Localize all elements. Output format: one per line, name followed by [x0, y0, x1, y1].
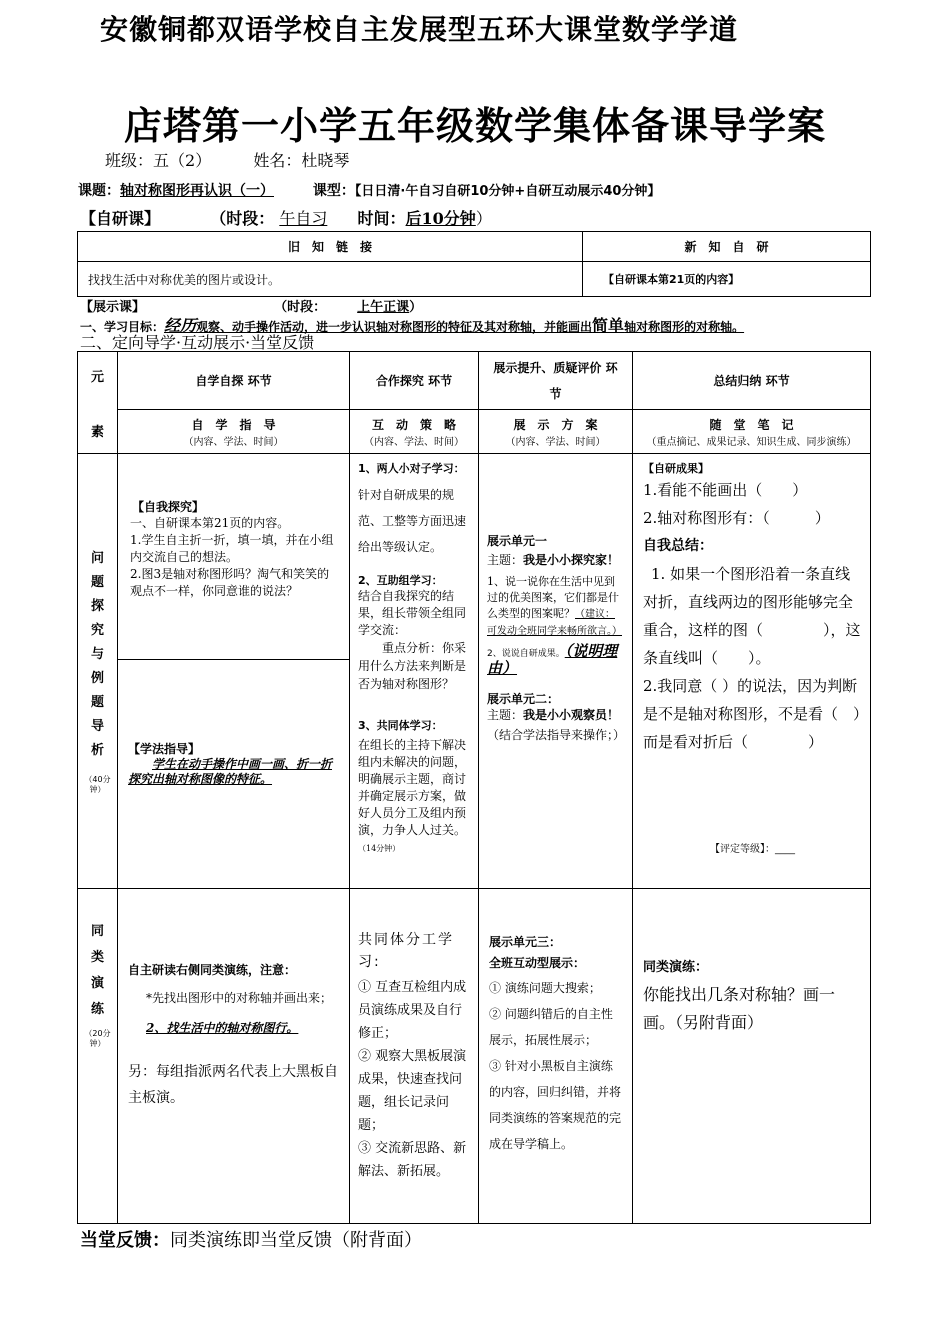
self-explore-line-2: 1.学生自主折一折，填一填，并在小组内交流自己的想法。 [130, 533, 334, 564]
row2-time: （20分钟） [84, 1029, 111, 1048]
notes-summary-title: 自我总结： [643, 538, 713, 554]
show3-i1: ① 演练问题大搜索； [489, 981, 601, 995]
coop-t1: 1、两人小对子学习： [358, 462, 465, 475]
show-u1-b2-em: （说明理由） [487, 642, 618, 677]
notes-note: （重点摘记、成果记录、知识生成、同步演练） [646, 436, 857, 448]
element-header [78, 352, 118, 454]
show-close-paren: ） [409, 300, 423, 315]
topic-line [78, 180, 660, 200]
show-u1-b1-note: （建议：可发动全班同学来畅所欲言。） [487, 609, 622, 637]
new-knowledge-header: 新 知 自 研 [583, 232, 871, 262]
row2-char-2: 类 [90, 950, 104, 965]
row2-char-4: 练 [90, 1002, 104, 1017]
summary-col-header: 总结归纳 环节 [633, 352, 871, 410]
show-u1-b2 [487, 644, 624, 678]
practice-p3: 2、找生活中的轴对称图行。 [146, 1021, 299, 1035]
type-value: 【日日清·午自习自研10分钟+自研互动展示40分钟】 [354, 184, 661, 199]
show-col-header: 展示提升、质疑评价 环节 [479, 352, 633, 410]
show-cell [479, 454, 633, 889]
grade-value: ____ [775, 844, 795, 855]
notes-cell [633, 454, 871, 889]
topic-label: 课题： [78, 183, 120, 199]
self-guide-title: 自 学 指 导 [191, 417, 276, 432]
class-value: 五（2） [153, 151, 212, 170]
show3-i3: ③ 针对小黑板自主演练的内容，回归纠错，并将同类演练的答案规范的完成在导学稿上。 [489, 1059, 622, 1151]
show-plan-subheader [479, 410, 633, 454]
notes-title: 随 堂 笔 记 [709, 417, 794, 432]
row1-char-1: 问 [90, 551, 104, 566]
notes-title-text: 【自研成果】 [643, 462, 709, 475]
coop-b2: 结合自我探究的结果，组长带领全组同学交流： [358, 589, 467, 637]
row1-char-4: 究 [90, 623, 104, 638]
old-knowledge-body: 找找生活中对称优美的图片或设计。 [78, 262, 583, 297]
show-u2-topic-value: 我是小小观察员！ [523, 708, 620, 722]
grade-line [643, 840, 862, 855]
element-header-char-2: 素 [90, 424, 104, 440]
header-banner: 安徽铜都双语学校自主发展型五环大课堂数学学道 [100, 13, 739, 46]
show-plan-title: 展 示 方 案 [513, 417, 598, 432]
coop2-i3: ③ 交流新思路、新解法、新拓展。 [358, 1141, 467, 1179]
class-label: 班级： [105, 151, 154, 170]
practice-notes-cell [633, 889, 871, 1224]
show3-cell [479, 889, 633, 1224]
show3-title: 展示单元三： [489, 935, 562, 949]
practice-p1: 自主研读右侧同类演练，注意： [128, 963, 297, 977]
show-u1-topic-value: 我是小小探究家！ [523, 553, 620, 567]
row1-char-8: 导 [90, 719, 104, 734]
coop-b3-text: 在组长的主持下解决组内未解决的问题，明确展示主题，商讨并确定展示方案，做好人员分工及组内预演，力争人人过关。 [358, 738, 467, 837]
self-study-line [80, 206, 492, 229]
show3-sub: 全班互动型展示： [489, 956, 586, 970]
old-knowledge-header: 旧 知 链 接 [78, 232, 583, 262]
show-u2-topic [487, 707, 624, 723]
show-u1-topic [487, 552, 624, 568]
interact-note: （内容、学法、时间） [364, 436, 464, 448]
self-explore-cell [118, 454, 350, 660]
show-u1-topic-label: 主题： [487, 553, 524, 567]
self-guide-subheader [118, 410, 350, 454]
coop-t3: 3、共同体学习： [358, 719, 443, 732]
show3-i2: ② 问题纠错后的自主性展示，拓展性展示； [489, 1007, 613, 1047]
practice-notes-title: 同类演练： [643, 960, 709, 975]
self-study-col-header: 自学自探 环节 [118, 352, 350, 410]
self-explore-title: 【自我探究】 [132, 500, 205, 514]
interact-subheader [350, 410, 479, 454]
time-label: 时间： [357, 209, 406, 228]
self-guide-note: （内容、学法、时间） [183, 436, 284, 448]
method-title: 【学法指导】 [128, 742, 201, 756]
show-u2-b1: （结合学法指导来操作；） [487, 728, 626, 742]
time-value: 后10分钟 [405, 209, 476, 228]
name-label: 姓名： [253, 151, 302, 170]
coop2-i2: ② 观察大黑板展演成果，快速查找问题，组长记录问题； [358, 1049, 467, 1133]
show-plan-note: （内容、学法、时间） [505, 436, 606, 448]
knowledge-table [77, 231, 871, 297]
topic-value: 轴对称图形再认识（一） [120, 183, 274, 199]
show-u1-b1 [487, 574, 624, 640]
self-study-label: 【自研课】 [80, 209, 161, 228]
practice-notes-body: 你能找出几条对称轴？画一画。（另附背面） [643, 985, 836, 1032]
notes-q1: 1.看能不能画出（ ） [643, 481, 808, 499]
row1-char-9: 析 [90, 743, 104, 758]
class-name-line [105, 148, 349, 171]
new-knowledge-body: 【自研课本第21页的内容】 [583, 262, 871, 297]
row2-char-3: 演 [90, 976, 104, 991]
coop2-i1: ① 互查互检组内成员演练成果及自行修正； [358, 980, 467, 1041]
goals-prefix: 一、学习目标： [80, 320, 165, 334]
row1-label [78, 454, 118, 889]
show-lesson-label: 【展示课】 [80, 300, 146, 315]
show-period-value: 上午正课 [357, 300, 410, 315]
close-paren: ） [475, 209, 492, 228]
notes-s1: 1. 如果一个图形沿着一条直线对折，直线两边的图形能够完全重合，这样的图（ ），这条直线叫（ ）。 [643, 565, 861, 667]
goals-emph-1: 经历 [164, 316, 197, 335]
notes-s2: 2.我同意（ ）的说法，因为判断是不是轴对称图形，不是看（ ）而是看对折后（ ） [643, 677, 861, 751]
name-value: 杜晓琴 [301, 151, 350, 170]
show-u1-b1-text: 1、说一说你在生活中见到过的优美图案，它们都是什么类型的图案呢？ [487, 575, 619, 620]
feedback-body: 同类演练即当堂反馈（附背面） [170, 1230, 422, 1251]
show-u2-topic-label: 主题： [487, 708, 524, 722]
grade-label: 【评定等级】： [710, 844, 775, 855]
practice-p2: *先找出图形中的对称轴并画出来； [146, 991, 333, 1005]
show-period-label: （时段： [274, 300, 327, 315]
notes-q2: 2.轴对称图形有：（ ） [643, 509, 830, 527]
notes-subheader [633, 410, 871, 454]
show-u2: 展示单元二： [487, 692, 560, 706]
coop2-cell [350, 889, 479, 1224]
element-header-char-1: 元 [90, 369, 104, 385]
row1-char-7: 题 [90, 695, 104, 710]
row1-char-6: 例 [90, 671, 104, 686]
coop-cell [350, 454, 479, 889]
row2-char-1: 同 [90, 924, 104, 939]
main-table [77, 351, 871, 1224]
practice-p4: 另：每组指派两名代表上大黑板自主板演。 [128, 1064, 338, 1106]
self-explore-line-3: 2.图3是轴对称图形吗？淘气和笑笑的观点不一样，你同意谁的说法？ [130, 567, 330, 598]
show-u1-b2-text: 2、说说自研成果。 [487, 649, 565, 659]
method-cell [118, 660, 350, 889]
row1-time: （40分钟） [84, 775, 111, 794]
goals-emph-2: 简单 [592, 316, 625, 335]
goals-mid: 观察、动手操作活动，进一步认识轴对称图形的特征及其对称轴，并能画出 [196, 320, 593, 334]
coop-col-header: 合作探究 环节 [350, 352, 479, 410]
coop-b3 [358, 737, 472, 857]
method-body: 学生在动手操作中画一画、折一折探究出轴对称图像的特征。 [128, 757, 333, 786]
period-label: （时段： [210, 209, 275, 228]
row1-char-2: 题 [90, 575, 104, 590]
self-explore-line-1: 一、自研课本第21页的内容。 [130, 516, 290, 530]
doc-title: 店塔第一小学五年级数学集体备课导学案 [123, 103, 826, 148]
coop2-title: 共同体分工学习: [358, 932, 454, 970]
coop-t2: 2、互助组学习： [358, 574, 443, 587]
type-label: 课型： [312, 183, 355, 199]
interact-title: 互 动 策 略 [371, 417, 456, 432]
goals-end: 轴对称图形的对称轴。 [624, 320, 745, 334]
practice-cell [118, 889, 350, 1224]
show-u1: 展示单元一 [487, 534, 548, 548]
feedback-line [80, 1226, 422, 1252]
period-value: 午自习 [279, 209, 328, 228]
feedback-label: 当堂反馈： [80, 1230, 170, 1251]
row2-label [78, 889, 118, 1224]
coop-b2b: 重点分析：你采用什么方法来判断是否为轴对称图形？ [358, 641, 467, 691]
row1-char-3: 探 [90, 599, 104, 614]
coop-b1: 针对自研成果的规范、工整等方面迅速给出等级认定。 [358, 488, 467, 554]
section-2-heading: 二、定向导学·互动展示·当堂反馈 [80, 333, 315, 352]
row1-char-5: 与 [90, 647, 104, 662]
coop-b3-time: （14分钟） [358, 844, 401, 853]
